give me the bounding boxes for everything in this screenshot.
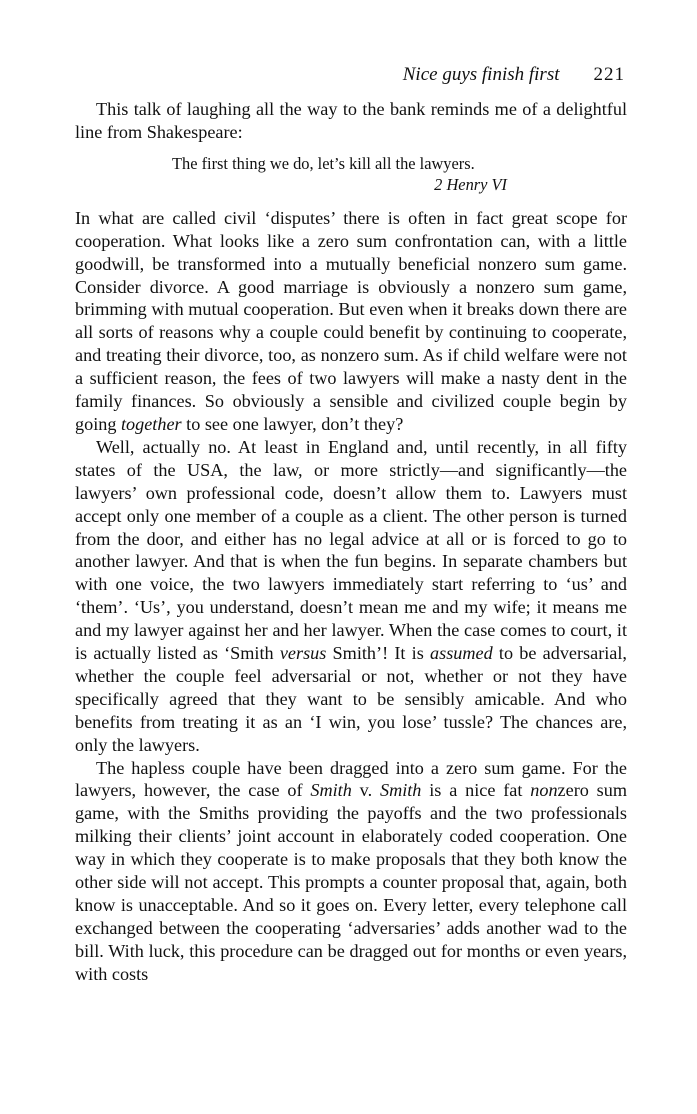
- paragraph-4-text-c: zero sum game, with the Smiths providing the payoffs and the two professionals milking their clients’ joint account in elaborately coded cooperation. One way in which they cooperate is to make proposals that they both know the other side will not accept. This prompts a counter proposal that, again, both know is unacceptable. And so it goes on. Every letter, every telephone call exchanged between the cooperating ‘adversaries’ adds another wad to the bill. With luck, this procedure can be dragged out for months or even years, with costs: [75, 780, 627, 984]
- paragraph-4-case-name-2: Smith: [379, 780, 422, 801]
- paragraph-4-text-b: is a nice fat: [421, 780, 531, 801]
- quote-line: The first thing we do, let’s kill all the lawyers.: [172, 153, 475, 173]
- body-text: [75, 98, 627, 986]
- paragraph-3-text-c: to be adversarial, whether the couple feel adversarial or not, whether or not they have specifically agreed that they want to be sensibly amicable. And who benefits from treating it as an ‘I win, you lose’ tussle? The chances are, only the lawyers.: [75, 643, 627, 755]
- paragraph-3-text-b: Smith’! It is: [326, 643, 431, 664]
- paragraph-3-versus: versus: [279, 643, 327, 664]
- paragraph-4-emphasis: non: [530, 780, 558, 801]
- paragraph-4-case-name-1: Smith: [310, 780, 352, 801]
- paragraph-4: [75, 757, 627, 986]
- paragraph-2-text-a: In what are called civil ‘disputes’ there is often in fact great scope for cooperation. What looks like a zero sum confrontation can, with a little goodwill, be transformed into a mutually beneficial nonzero sum game. Consider divorce. A good marriage is obviously a nonzero sum game, brimming with mutual cooperation. But even when it breaks down there are all sorts of reasons why a couple could benefit by continuing to cooperate, and treating their divorce, too, as nonzero sum. As if child welfare were not a sufficient reason, the fees of two lawyers will make a nasty dent in the family finances. So obviously a sensible and civilized couple begin by going: [75, 207, 627, 434]
- paragraph-2-emphasis: together: [120, 413, 182, 434]
- paragraph-3: [75, 436, 627, 757]
- running-header: [75, 64, 627, 98]
- paragraph-4-text-a: The hapless couple have been dragged into a zero sum game. For the lawyers, however, the case of: [75, 757, 627, 801]
- paragraph-2-text-b: to see one lawyer, don’t they?: [181, 413, 404, 434]
- paragraph-1: [75, 98, 627, 144]
- quote-source: 2 Henry VI: [434, 174, 507, 194]
- paragraph-4-v: v.: [351, 780, 380, 801]
- block-quote: [75, 153, 627, 195]
- paragraph-2: [75, 207, 627, 436]
- running-title: Nice guys finish first: [402, 64, 560, 85]
- paragraph-1-text: This talk of laughing all the way to the bank reminds me of a delightful line from Shakespeare:: [75, 99, 627, 142]
- book-page: [75, 64, 627, 986]
- paragraph-3-text-a: Well, actually no. At least in England and, until recently, in all fifty states of the USA, the law, or more strictly—and significantly—the lawyers’ own professional code, doesn’t allow them to. Lawyers must accept only one member of a couple as a client. The other person is turned from the door, and either has no legal advice at all or is forced to go to another lawyer. And that is when the fun begins. In separate chambers but with one voice, the two lawyers immediately start referring to ‘us’ and ‘them’. ‘Us’, you understand, doesn’t mean me and my wife; it means me and my lawyer against her and her lawyer. When the case comes to court, it is actually listed as ‘Smith: [75, 436, 627, 664]
- page-number: 221: [593, 64, 625, 85]
- paragraph-3-emphasis: assumed: [430, 643, 493, 664]
